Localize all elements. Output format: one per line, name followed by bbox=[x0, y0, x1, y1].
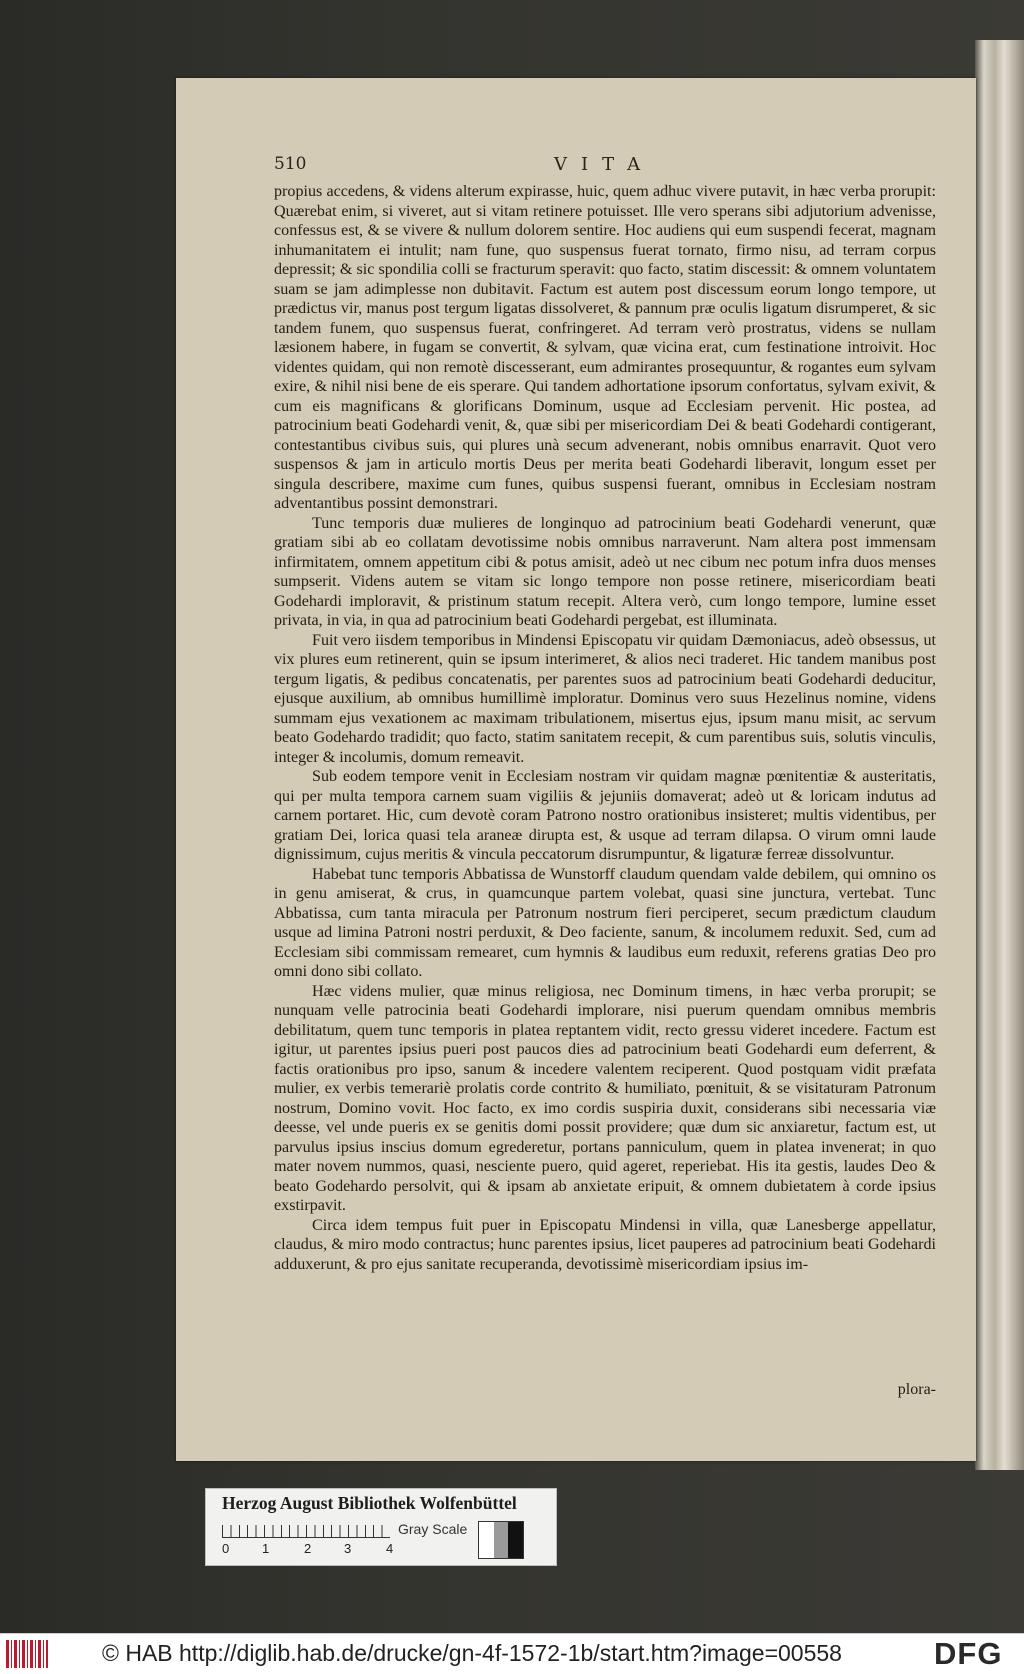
scale-ruler bbox=[222, 1519, 390, 1538]
dfg-logo: DFG bbox=[934, 1636, 1003, 1671]
book-edge bbox=[975, 40, 1024, 1470]
permalink-text[interactable]: © HAB http://diglib.hab.de/drucke/gn-4f-1572-1b/start.htm?image=00558 bbox=[102, 1640, 842, 1666]
ruler-number: 0 bbox=[222, 1541, 230, 1556]
ruler-number: 2 bbox=[304, 1541, 312, 1556]
page-header bbox=[274, 154, 914, 178]
color-calibration-card bbox=[205, 1488, 557, 1566]
running-title: VITA bbox=[554, 154, 655, 175]
paragraph: Tunc temporis duæ mulieres de longinquo ad patrocinium beati Godehardi venerunt, quæ gratiam sibi ab eo collatam devotissime nobis omnibus narraverunt. Nam altera post immensam infirmitatem, omnem appetitum cibi & potus amisit, adeò ut nec cibum nec potum infra duos menses sumpserit. Videns autem se vitam sic longo tempore non posse retinere, misericordiam beati Godehardi imploravit, & pristinum statum recepit. Altera verò, cum longo tempore, lumine esset privata, in via, in qua ad patrocinium beati Godehardi pergebat, est illuminata. bbox=[274, 514, 936, 629]
paragraph: Sub eodem tempore venit in Ecclesiam nostram vir quidam magnæ pœnitentiæ & austeritatis, qui per multa tempora carnem suam vigiliis & jejuniis domaverat; adeò ut & loricam indutus ad carnem portaret. Hic, cum devotè coram Patrono nostro orationibus insisteret; multis videntibus, per gratiam Dei, lorica quasi tela araneæ dirupta est, & usque ad terram dilapsa. O virum omni laude dignissimum, cujus meritis & vincula peccatorum disrumpuntur, & ligaturæ ferreæ dissolvuntur. bbox=[274, 768, 936, 863]
page-number: 510 bbox=[274, 154, 307, 174]
gray-patch-light bbox=[479, 1522, 494, 1558]
page-text bbox=[274, 182, 936, 1274]
catchword: plora- bbox=[897, 1381, 936, 1398]
gray-patch-mid bbox=[494, 1522, 509, 1558]
ruler-number: 3 bbox=[344, 1541, 352, 1556]
paragraph: Fuit vero iisdem temporibus in Mindensi Episcopatu vir quidam Dæmoniacus, adeò obsessus, ut vix plures eum retinerent, quin se ipsum interimeret, & alios neci traderet. Hic tandem manibus post tergum ligatis, & pedibus concatenatis, per parentes suos ad patrocinium beati Godehardi deducitur, ejusque auxilium, ab omnibus humillimè imploratur. Dominus vero suus Hezelinus nomine, videns summam ejus vexationem ac maximam tribulationem, misertus ejus, ipsum manu misit, ac servum beato Godehardo tradidit; quo facto, statim sanitatem recepit, & cum parentibus suis, solutis vinculis, integer & incolumis, domum remeavit. bbox=[274, 631, 936, 766]
barcode-icon bbox=[6, 1640, 48, 1668]
paragraph: Hæc videns mulier, quæ minus religiosa, nec Dominum timens, in hæc verba prorupit; se nunquam velle patrocinia beati Godehardi implorare, nisi puerum quendam omnibus membris debilitatum, quem tunc temporis in platea reptantem vidit, recto gressu videret incedere. Factum est igitur, ut parentes ipsius pueri post paucos dies ad patrocinium beati Godehardi eum deferrent, & factis orationibus pro ipso, sanum & incedere valentem reciperent. Quod postquam vidit præfata mulier, ex verbis temerariè prolatis corde contrito & humiliato, pœnituit, & se visitaturam Patronum nostrum, Domino vovit. Hoc facto, ex imo cordis suspiria duxit, considerans sibi necessaria viæ deesse, vel unde pueris ex se genitis domi possit providere; quæ dum sic anxiaretur, factum est, ut parvulus ipsius inscius domum egrederetur, portans panniculum, quem in platea invenerat; in quo mater novem nummos, quasi, nesciente puero, quid ageret, reperiebat. His ita gestis, laudes Deo & beato Godehardo persolvit, qui & ipsam ab anxietate eripuit, & omnem dubietatem à corde ipsius exstirpavit. bbox=[274, 982, 936, 1214]
library-name: Herzog August Bibliothek Wolfenbüttel bbox=[222, 1493, 517, 1513]
book-page bbox=[176, 78, 976, 1461]
paragraph: Circa idem tempus fuit puer in Episcopatu Mindensi in villa, quæ Lanesberge appellatur, claudus, & miro modo contractus; hunc parentes ipsius, licet pauperes ad patrocinium beati Godehardi adduxerunt, & pro ejus sanitate recuperanda, devotissimè misericordiam ipsius im- bbox=[274, 1216, 936, 1273]
footer-bar bbox=[0, 1633, 1024, 1674]
paragraph: propius accedens, & videns alterum expirasse, huic, quem adhuc vivere putavit, in hæc verba prorupit: Quærebat enim, si viveret, aut si vitam retinere potuisset. Ille vero sperans sibi adjutorium advenisse, confessus est, & se vivere & nullum dolorem sentire. Hoc audiens qui eum suspendi fecerat, magnam inhumanitatem ei intulit; nam fune, quo suspensus fuerat tornato, firmo nisu, ad terram corpus depressit; & sic spondilia colli se fracturum speravit: quo facto, statim discessit: & omnem voluntatem suam se jam adimplesse non dubitavit. Factum est autem post discessum eorum longo tempore, ut prædictus vir, manus post tergum ligatas dissolveret, & pannum præ oculis ligatum disrumperet, & sic tandem funem, quo suspensus fuerat, confringeret. Ad terram verò prostratus, videns se nullam læsionem habere, in fugam se convertit, & sylvam, quæ vicina erat, cum festinatione introivit. Hoc videntes quidam, qui non remotè discesserant, eum admirantes prosequuntur, & rogantes eum sylvam exire, & nihil nisi bene de eis sperare. Qui tandem adhortatione ipsorum confortatus, sylvam exivit, & cum eis magnificans & glorificans Dominum, usque ad Ecclesiam pervenit. Hic postea, ad patrocinium beati Godehardi venit, &, quæ sibi per misericordiam Dei & beati Godehardi contigerant, contestantibus civibus suis, qui plures unà secum advenerant, nobis omnibus enarravit. Quot vero suspensos & jam in articulo mortis Deus per merita beati Godehardi liberavit, longum esset per singula describere, maxime cum funes, quibus suspensi fuerant, omnibus in Ecclesiam nostram adventantibus possint demonstrari. bbox=[274, 183, 936, 512]
ruler-number: 4 bbox=[386, 1541, 394, 1556]
ruler-number: 1 bbox=[262, 1541, 270, 1556]
gray-patch-dark bbox=[508, 1522, 523, 1558]
paragraph: Habebat tunc temporis Abbatissa de Wunstorff claudum quendam valde debilem, qui omnino os in genu amiserat, & crus, in quamcunque partem volebat, quasi sine junctura, vertebat. Tunc Abbatissa, cum tanta miracula per Patronum nostrum fieri perciperet, secum prædictum claudum usque ad limina Patroni nostri perduxit, & Deo faciente, sanum, & incolumem reduxit. Sed, cum ad Ecclesiam sibi commissam remearet, cum hymnis & laudibus eum reduxit, referens gratias Deo pro omni dono sibi collato. bbox=[274, 865, 936, 980]
gray-scale-swatch bbox=[478, 1521, 524, 1559]
gray-scale-label: Gray Scale bbox=[398, 1521, 468, 1537]
